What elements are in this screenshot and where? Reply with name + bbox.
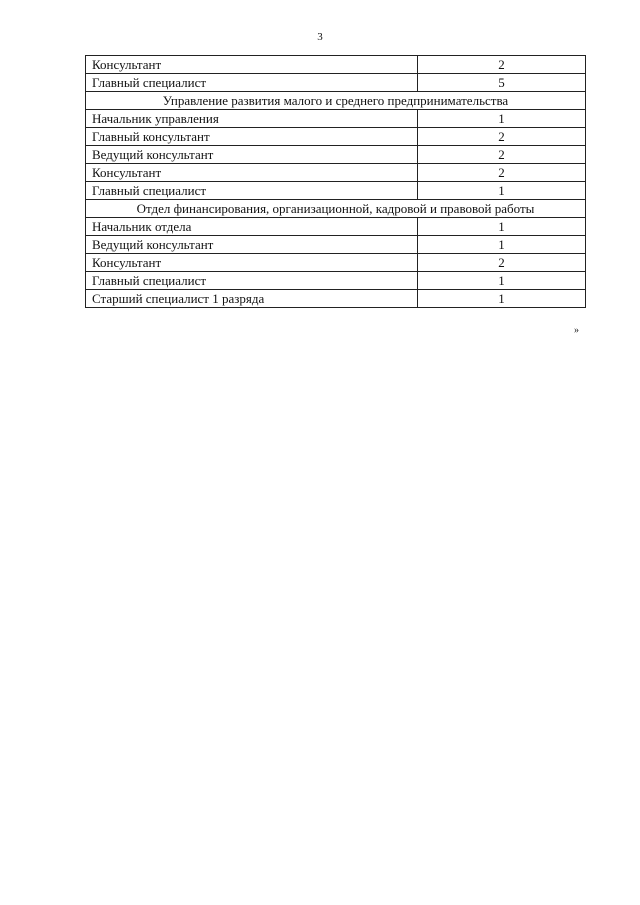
position-cell: Главный консультант (86, 128, 418, 146)
count-cell: 1 (418, 110, 586, 128)
position-cell: Старший специалист 1 разряда (86, 290, 418, 308)
count-cell: 1 (418, 182, 586, 200)
table-row (86, 290, 586, 308)
position-cell: Начальник отдела (86, 218, 418, 236)
section-title: Управление развития малого и среднего предпринимательства (86, 92, 586, 110)
count-cell: 1 (418, 236, 586, 254)
position-cell: Начальник управления (86, 110, 418, 128)
table-row (86, 146, 586, 164)
count-cell: 2 (418, 254, 586, 272)
closing-quote-mark: » (574, 325, 579, 336)
table-row (86, 254, 586, 272)
count-cell: 5 (418, 74, 586, 92)
table-row (86, 74, 586, 92)
section-row (86, 92, 586, 110)
count-cell: 1 (418, 290, 586, 308)
page-number: 3 (317, 31, 323, 43)
table-row (86, 182, 586, 200)
table-row (86, 272, 586, 290)
table-row (86, 236, 586, 254)
table-row (86, 218, 586, 236)
position-cell: Консультант (86, 56, 418, 74)
count-cell: 1 (418, 272, 586, 290)
table-row (86, 164, 586, 182)
table-row (86, 110, 586, 128)
count-cell: 2 (418, 56, 586, 74)
count-cell: 2 (418, 146, 586, 164)
staff-table (85, 55, 586, 308)
count-cell: 1 (418, 218, 586, 236)
position-cell: Главный специалист (86, 272, 418, 290)
section-title: Отдел финансирования, организационной, кадровой и правовой работы (86, 200, 586, 218)
position-cell: Главный специалист (86, 74, 418, 92)
count-cell: 2 (418, 164, 586, 182)
position-cell: Главный специалист (86, 182, 418, 200)
position-cell: Консультант (86, 254, 418, 272)
table-row (86, 128, 586, 146)
count-cell: 2 (418, 128, 586, 146)
position-cell: Консультант (86, 164, 418, 182)
position-cell: Ведущий консультант (86, 146, 418, 164)
position-cell: Ведущий консультант (86, 236, 418, 254)
table-row (86, 56, 586, 74)
section-row (86, 200, 586, 218)
